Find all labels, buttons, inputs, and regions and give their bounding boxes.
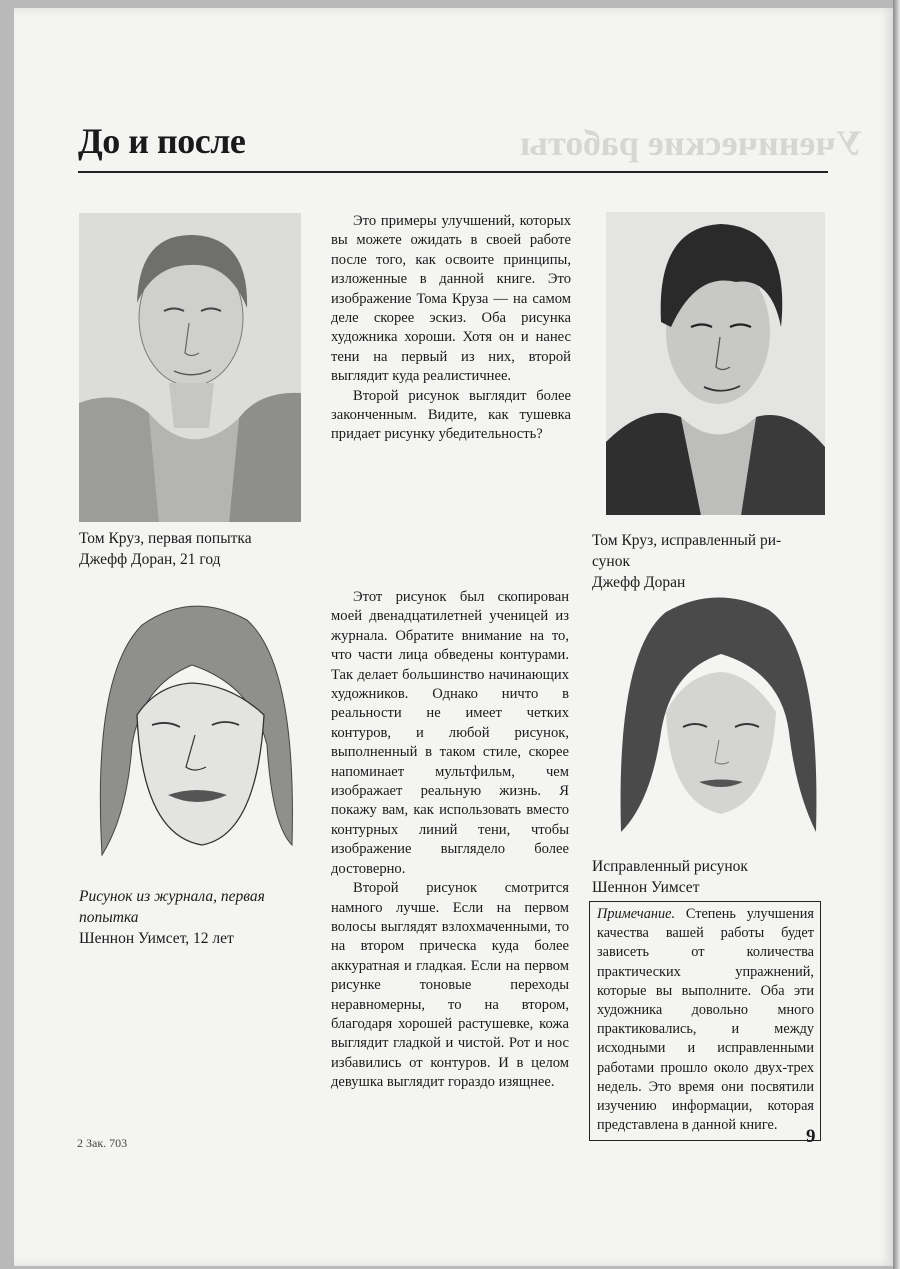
note-lead: Примечание.	[597, 906, 686, 922]
page-number: 9	[806, 1126, 816, 1147]
caption-tom-before	[79, 528, 252, 570]
caption-line: Джефф Доран, 21 год	[79, 551, 221, 568]
page-title: До и после	[78, 121, 246, 161]
note-body: Степень улучшения качества вашей работы будет зависеть от количества практических упражнений, которые вы выполните. Оба эти художника довольно много практиковались, и между исходными и исправленными работами прошло около двух-трех недель. Это время они посвятили изучению информации, которая представлена в данной книге.	[597, 906, 814, 1134]
caption-line: попытка	[79, 909, 139, 926]
caption-line: Том Круз, исправленный ри-	[592, 532, 782, 549]
image-shannon-before	[82, 595, 300, 880]
paragraph: Этот рисунок был скопирован моей двенадцатилетней ученицей из журнала. Обратите внимание на то, что части лица обведены контурами. Так делает большинство начинающих художников. Однако ничто в реальности не имеет четких контуров, и любой рисунок, выполненный в таком стиле, скорее напоминает мультфильм, чем изображает реальную жизнь. Я покажу вам, как использовать вместо контурных линий тени, чтобы изображение выглядело более достоверно.	[331, 589, 569, 877]
note-box	[589, 901, 821, 1141]
image-shannon-after	[611, 592, 825, 847]
caption-line: Том Круз, первая попытка	[79, 530, 252, 547]
image-tom-before	[79, 213, 301, 522]
caption-line: Исправленный рисунок	[592, 858, 748, 875]
print-signature: 2 Зак. 703	[77, 1136, 128, 1150]
caption-line: Рисунок из журнала, первая	[79, 888, 265, 905]
caption-line: Шеннон Уимсет, 12 лет	[79, 930, 234, 947]
text-block-2	[331, 588, 569, 1093]
caption-tom-after	[592, 530, 828, 593]
page-edge-shadow	[893, 0, 900, 1269]
image-tom-after	[606, 212, 825, 515]
bleed-through-title: Ученические работы	[520, 123, 863, 163]
caption-line: Джефф Доран	[592, 574, 686, 591]
caption-shannon-after	[592, 856, 748, 898]
title-rule	[78, 171, 828, 173]
caption-line: Шеннон Уимсет	[592, 879, 700, 896]
paragraph: Второй рисунок смотрится намного лучше. Если на первом волосы выглядят взлохмаченными, то на втором прическа куда более аккуратная и гладкая. Если на первом рисунке тоновые переходы неравномерны, то на втором, благодаря хорошей растушевке, кожа выглядит гладкой и чистой. Рот и нос избавились от контуров. И в целом девушка выглядит гораздо изящнее.	[331, 880, 569, 1091]
caption-line: сунок	[592, 553, 631, 570]
caption-shannon-before	[79, 886, 265, 949]
paragraph: Второй рисунок выглядит более законченным. Видите, как тушевка придает рисунку убедительность?	[331, 387, 571, 443]
paragraph: Это примеры улучшений, которых вы можете ожидать в своей работе после того, как освоите принципы, изложенные в данной книге. Это изображение Тома Круза — на самом деле скорее эскиз. Оба рисунка художника хороши. Хотя он и нанес тени на первый из них, второй выглядит куда реалистичнее.	[331, 213, 571, 385]
text-block-1	[331, 212, 571, 445]
